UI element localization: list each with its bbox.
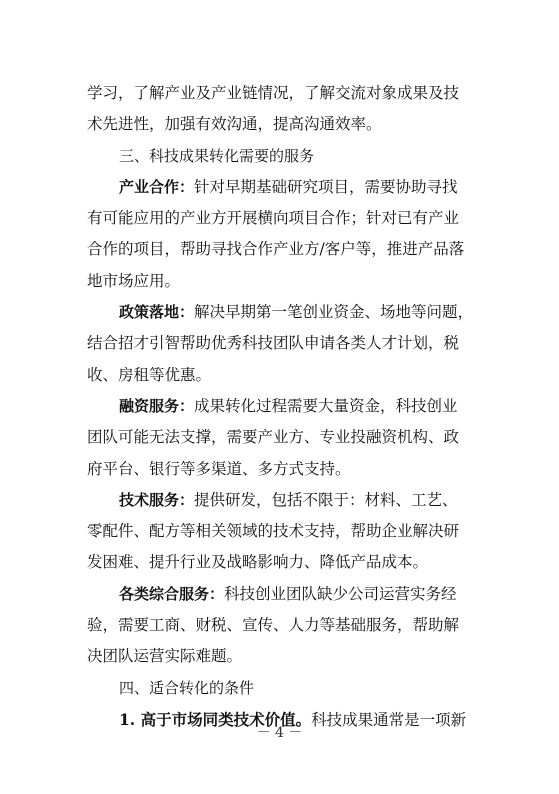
text-line: 结合招才引智帮助优秀科技团队申请各类人才计划，税 [87,334,460,353]
body-text [87,78,487,735]
text-line: 收、房租等优惠。 [87,365,212,384]
text-line: 零配件、配方等相关领域的技术支持，帮助企业解决研 [87,522,460,541]
text-line: 合作的项目，帮助寻找合作产业方/客户等，推进产品落 [87,240,465,259]
text-line: 地市场应用。 [87,271,181,290]
text-line: 学习，了解产业及产业链情况，了解交流对象成果及技 [87,84,460,102]
paragraph-start: 产业合作：针对早期基础研究项目，需要协助寻找 [119,177,458,196]
term-label: 融资服务： [119,396,195,415]
paragraph-start: 技术服务：提供研发，包括不限于：材料、工艺、 [119,490,458,509]
paragraph-start: 各类综合服务：科技创业团队缺少公司运营实务经 [119,584,457,603]
term-label: 产业合作： [119,177,195,196]
text-line: 验，需要工商、财税、宣传、人力等基础服务，帮助解 [87,616,460,635]
page-number: － 4 － [256,725,303,741]
text-line: 府平台、银行等多渠道、多方式支持。 [87,459,351,478]
paragraph-start: 1. 高于市场同类技术价值。科技成果通常是一项新 [119,709,467,729]
paragraph-start: 融资服务：成果转化过程需要大量资金，科技创业 [119,396,458,415]
term-label: 1. 高于市场同类技术价值。 [119,709,312,729]
term-label: 各类综合服务： [119,584,225,603]
text-line: 团队可能无法支撑，需要产业方、专业投融资机构、政 [87,428,460,447]
text-line: 决团队运营实际难题。 [87,647,243,666]
term-label: 政策落地： [119,303,195,322]
text-line: 术先进性，加强有效沟通，提高沟通效率。 [87,115,382,134]
text-line: 有可能应用的产业方开展横向项目合作；针对已有产业 [87,209,460,228]
paragraph-start: 政策落地：解决早期第一笔创业资金、场地等问题， [119,303,474,322]
section-heading: 四、适合转化的条件 [119,678,255,697]
text-line: 发困难、提升行业及战略影响力、降低产品成本。 [87,553,429,572]
term-label: 技术服务： [119,490,195,509]
section-heading: 三、科技成果转化需要的服务 [119,146,315,165]
